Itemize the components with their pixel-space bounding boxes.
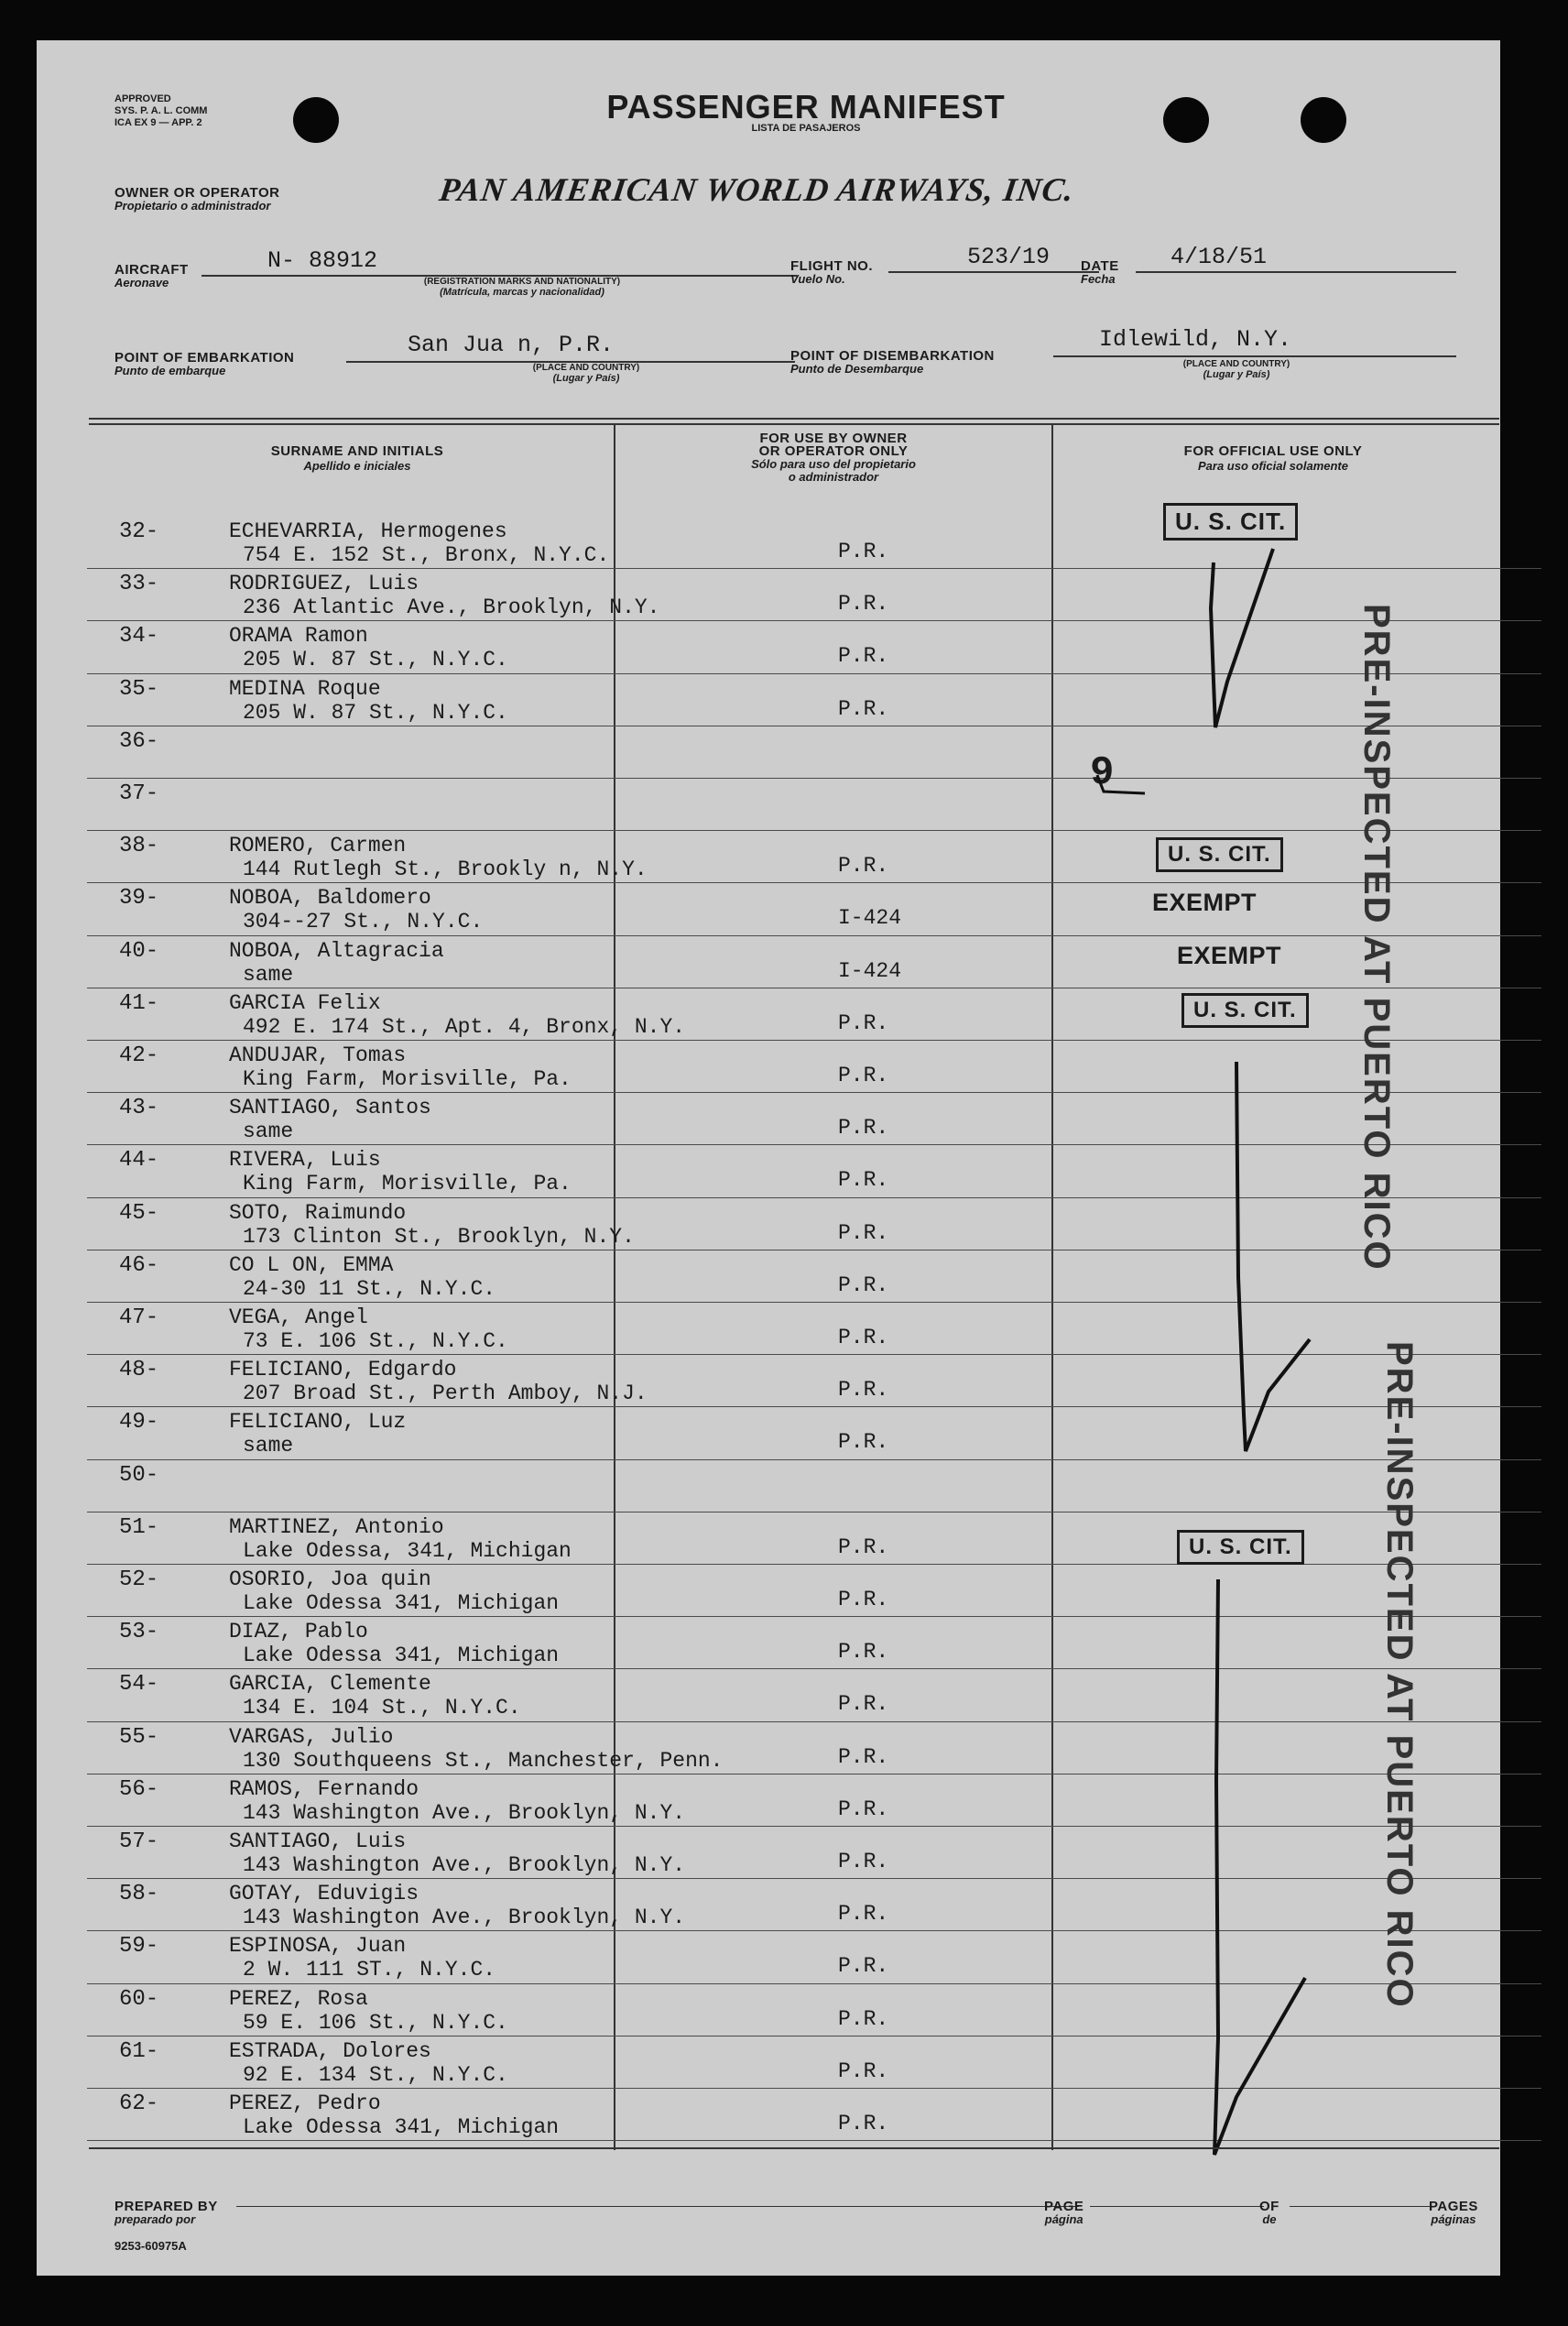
owner-use-value: P.R. (838, 1640, 889, 1665)
disembark-label: POINT OF DISEMBARKATION (790, 348, 995, 364)
passenger-address: 236 Atlantic Ave., Brooklyn, N.Y. (243, 595, 660, 620)
aircraft-sublabel: Aeronave (114, 276, 169, 289)
passenger-name: ORAMA Ramon (229, 624, 368, 649)
owner-use-value: P.R. (838, 1534, 889, 1559)
passenger-address: 143 Washington Ave., Brooklyn, N.Y. (243, 1906, 686, 1930)
flight-value: 523/19 (967, 244, 1051, 270)
passenger-name: DIAZ, Pablo (229, 1620, 368, 1644)
passenger-name: VEGA, Angel (229, 1305, 368, 1329)
passenger-address: King Farm, Morisville, Pa. (243, 1067, 572, 1091)
passenger-name: CO L ON, EMMA (229, 1252, 394, 1277)
passenger-name: GARCIA Felix (229, 990, 381, 1015)
passenger-address: Lake Odessa 341, Michigan (243, 1643, 560, 1668)
passenger-address: 144 Rutlegh St., Brookly n, N.Y. (243, 857, 648, 882)
passenger-name: PEREZ, Pedro (229, 2091, 381, 2115)
row-number: 49- (119, 1410, 159, 1436)
exempt-stamp-2: EXEMPT (1177, 942, 1282, 969)
row-number: 61- (119, 2038, 159, 2064)
passenger-address: 143 Washington Ave., Brooklyn, N.Y. (243, 1853, 686, 1877)
passenger-address: 134 E. 104 St., N.Y.C. (243, 1696, 521, 1720)
owner-use-value: P.R. (838, 1430, 889, 1455)
owner-use-value: P.R. (838, 592, 889, 617)
us-citizen-stamp-1: U. S. CIT. (1163, 503, 1298, 541)
approval-line-2: SYS. P. A. L. COMM (114, 105, 208, 116)
disembark-place-label: (PLACE AND COUNTRY) (1182, 359, 1290, 369)
row-number: 58- (119, 1882, 159, 1907)
passenger-address: 2 W. 111 ST., N.Y.C. (243, 1958, 496, 1982)
embark-place-sublabel: (Lugar y País) (552, 373, 620, 384)
passenger-address: 173 Clinton St., Brooklyn, N.Y. (243, 1224, 635, 1249)
embark-label: POINT OF EMBARKATION (114, 350, 295, 366)
owner-use-header-2: OR OPERATOR ONLY (758, 443, 909, 459)
passenger-address: 59 E. 106 St., N.Y.C. (243, 2010, 508, 2035)
passenger-name: SOTO, Raimundo (229, 1200, 407, 1225)
passenger-name: RAMOS, Fernando (229, 1776, 419, 1801)
row-number: 40- (119, 938, 159, 964)
row-number: 35- (119, 676, 159, 702)
check-mark-3 (1214, 1579, 1305, 2155)
passenger-name: MARTINEZ, Antonio (229, 1514, 444, 1539)
owner-use-value: P.R. (838, 1588, 889, 1611)
row-number: 33- (119, 572, 159, 597)
row-number: 55- (119, 1724, 159, 1750)
passenger-name: ANDUJAR, Tomas (229, 1043, 407, 1067)
page-subtitle: LISTA DE PASAJEROS (751, 123, 861, 134)
flight-label: FLIGHT NO. (790, 258, 873, 274)
owner-use-value: P.R. (838, 2112, 889, 2135)
row-37-official-mark: 9 (1090, 750, 1115, 796)
pre-inspected-stamp-1: PRE-INSPECTED AT PUERTO RICO (1356, 604, 1397, 1272)
passenger-address: 73 E. 106 St., N.Y.C. (243, 1329, 508, 1353)
owner-use-value: I-424 (838, 958, 902, 983)
owner-value: PAN AMERICAN WORLD AIRWAYS, INC. (437, 171, 1077, 208)
passenger-name: SANTIAGO, Luis (229, 1829, 407, 1853)
disembark-value: Idlewild, N.Y. (1099, 326, 1292, 353)
disembark-sublabel: Punto de Desembarque (790, 362, 924, 376)
prepared-label: PREPARED BY (114, 2199, 218, 2214)
passenger-address: 207 Broad St., Perth Amboy, N.J. (243, 1381, 648, 1406)
owner-use-value: P.R. (838, 2006, 889, 2031)
row-number: 43- (119, 1096, 159, 1121)
aircraft-label: AIRCRAFT (114, 262, 189, 278)
page-title: PASSENGER MANIFEST (606, 88, 1006, 126)
official-header-label: FOR OFFICIAL USE ONLY (1183, 443, 1363, 459)
date-label: DATE (1081, 258, 1119, 274)
owner-use-value: P.R. (838, 1954, 889, 1979)
owner-use-value: P.R. (838, 540, 889, 563)
of-label: OF (1259, 2199, 1279, 2214)
row-number: 54- (119, 1672, 159, 1698)
row-number: 48- (119, 1358, 159, 1383)
table-bottom-rule (89, 2147, 1499, 2149)
row-number: 44- (119, 1148, 159, 1174)
flight-sublabel: Vuelo No. (790, 272, 845, 286)
page-label: PAGE (1044, 2199, 1084, 2214)
owner-use-value: P.R. (838, 1796, 889, 1821)
passenger-name: GOTAY, Eduvigis (229, 1882, 419, 1906)
row-number: 60- (119, 1986, 159, 2012)
passenger-address: 492 E. 174 St., Apt. 4, Bronx, N.Y. (243, 1014, 686, 1039)
us-citizen-stamp-3: U. S. CIT. (1181, 993, 1309, 1028)
owner-use-value: P.R. (838, 1326, 889, 1349)
passenger-address: King Farm, Morisville, Pa. (243, 1172, 572, 1196)
approval-line-3: ICA EX 9 — APP. 2 (114, 117, 202, 128)
row-number: 52- (119, 1567, 159, 1592)
passenger-name: ROMERO, Carmen (229, 834, 407, 858)
pre-inspected-stamp-2: PRE-INSPECTED AT PUERTO RICO (1379, 1341, 1420, 2009)
page-sublabel: página (1044, 2212, 1083, 2226)
owner-use-value: P.R. (838, 1168, 889, 1193)
of-rule (1290, 2206, 1436, 2207)
passenger-address: Lake Odessa, 341, Michigan (243, 1538, 572, 1563)
surname-header-sublabel: Apellido e iniciales (303, 459, 411, 473)
passenger-address: 130 Southqueens St., Manchester, Penn. (243, 1748, 724, 1773)
passenger-address: 205 W. 87 St., N.Y.C. (243, 648, 508, 672)
embark-value: San Jua n, P.R. (408, 332, 615, 358)
page-label-block (1044, 2199, 1083, 2226)
pages-label: PAGES (1429, 2199, 1478, 2214)
owner-use-value: P.R. (838, 1744, 889, 1769)
row-37-pencil-mark (1097, 775, 1145, 793)
owner-use-value: P.R. (838, 1116, 889, 1141)
passenger-address: same (243, 962, 294, 987)
date-value: 4/18/51 (1171, 244, 1268, 270)
us-citizen-stamp-2: U. S. CIT. (1156, 837, 1283, 872)
owner-use-value: P.R. (838, 854, 889, 879)
row-number: 37- (119, 781, 159, 806)
owner-use-value: P.R. (838, 1850, 889, 1873)
prepared-label-block (114, 2199, 218, 2226)
official-header-sublabel: Para uso oficial solamente (1197, 459, 1348, 473)
manifest-sheet (37, 40, 1500, 2276)
form-number: 9253-60975A (114, 2239, 187, 2253)
pages-label-block (1429, 2199, 1478, 2226)
exempt-stamp-1: EXEMPT (1152, 889, 1258, 916)
passenger-address: 143 Washington Ave., Brooklyn, N.Y. (243, 1800, 686, 1825)
passenger-name: MEDINA Roque (229, 676, 381, 701)
row-number: 36- (119, 728, 159, 754)
passenger-address: 304--27 St., N.Y.C. (243, 910, 484, 934)
row-number: 62- (119, 2091, 159, 2116)
owner-use-value: I-424 (838, 906, 902, 931)
passenger-name: ESPINOSA, Juan (229, 1934, 407, 1959)
prepared-rule (236, 2206, 1079, 2207)
passenger-name: SANTIAGO, Santos (229, 1096, 431, 1120)
passenger-address: 205 W. 87 St., N.Y.C. (243, 700, 508, 725)
prepared-sublabel: preparado por (114, 2212, 196, 2226)
row-number: 51- (119, 1514, 159, 1540)
registration-label: (REGISTRATION MARKS AND NATIONALITY) (423, 277, 621, 287)
date-sublabel: Fecha (1081, 272, 1116, 286)
handwritten-marks (37, 40, 1500, 2276)
of-sublabel: de (1262, 2212, 1277, 2226)
owner-use-value: P.R. (838, 1010, 889, 1035)
passenger-name: ESTRADA, Dolores (229, 2038, 431, 2063)
row-number: 38- (119, 834, 159, 859)
owner-use-value: P.R. (838, 2058, 889, 2083)
row-number: 45- (119, 1200, 159, 1226)
passenger-name: NOBOA, Altagracia (229, 938, 444, 963)
approval-line-1: APPROVED (114, 93, 171, 104)
row-number: 53- (119, 1620, 159, 1645)
row-number: 42- (119, 1043, 159, 1068)
passenger-address: 754 E. 152 St., Bronx, N.Y.C. (243, 543, 610, 567)
passenger-name: RIVERA, Luis (229, 1148, 381, 1173)
row-number: 32- (119, 519, 159, 544)
passenger-name: OSORIO, Joa quin (229, 1567, 431, 1591)
owner-use-sublabel-1: Sólo para uso del propietario (751, 457, 916, 471)
row-number: 41- (119, 990, 159, 1016)
passenger-name: FELICIANO, Edgardo (229, 1358, 457, 1382)
owner-use-header-1: FOR USE BY OWNER (759, 431, 908, 446)
owner-use-value: P.R. (838, 1064, 889, 1087)
of-label-block (1259, 2199, 1279, 2226)
owner-use-value: P.R. (838, 1272, 889, 1297)
passenger-address: 92 E. 134 St., N.Y.C. (243, 2062, 508, 2087)
row-number: 50- (119, 1462, 159, 1488)
passenger-name: PEREZ, Rosa (229, 1986, 368, 2011)
disembark-place-sublabel: (Lugar y País) (1203, 369, 1270, 380)
embark-place-label: (PLACE AND COUNTRY) (532, 363, 640, 373)
embark-sublabel: Punto de embarque (114, 364, 226, 377)
pages-sublabel: páginas (1431, 2212, 1476, 2226)
check-mark-1 (1211, 549, 1273, 727)
passenger-address: Lake Odessa 341, Michigan (243, 1591, 560, 1615)
passenger-name: FELICIANO, Luz (229, 1410, 407, 1435)
passenger-name: GARCIA, Clemente (229, 1672, 431, 1697)
row-number: 39- (119, 886, 159, 912)
us-citizen-stamp-4: U. S. CIT. (1177, 1530, 1304, 1565)
owner-use-value: P.R. (838, 1378, 889, 1403)
row-number: 56- (119, 1776, 159, 1802)
row-number: 59- (119, 1934, 159, 1960)
owner-use-sublabel-2: o administrador (788, 470, 879, 484)
passenger-address: same (243, 1119, 294, 1144)
passenger-address: 24-30 11 St., N.Y.C. (243, 1276, 496, 1301)
passenger-name: VARGAS, Julio (229, 1724, 394, 1749)
passenger-name: NOBOA, Baldomero (229, 886, 431, 911)
aircraft-value: N- 88912 (267, 247, 378, 274)
row-number: 34- (119, 624, 159, 650)
owner-use-value: P.R. (838, 1902, 889, 1927)
owner-sublabel: Propietario o administrador (114, 199, 271, 213)
surname-header-label: SURNAME AND INITIALS (270, 443, 444, 459)
registration-sublabel: (Matrícula, marcas y nacionalidad) (440, 287, 604, 298)
row-number: 57- (119, 1829, 159, 1854)
owner-use-value: P.R. (838, 644, 889, 669)
owner-use-value: P.R. (838, 696, 889, 721)
row-number: 47- (119, 1305, 159, 1330)
owner-use-value: P.R. (838, 1220, 889, 1245)
row-number: 46- (119, 1252, 159, 1278)
owner-use-value: P.R. (838, 1692, 889, 1717)
passenger-name: RODRIGUEZ, Luis (229, 572, 419, 596)
page-rule (1090, 2206, 1264, 2207)
passenger-address: same (243, 1434, 294, 1458)
passenger-name: ECHEVARRIA, Hermogenes (229, 519, 507, 543)
check-mark-2 (1236, 1062, 1310, 1451)
owner-label: OWNER OR OPERATOR (114, 185, 280, 201)
passenger-address: Lake Odessa 341, Michigan (243, 2115, 560, 2139)
